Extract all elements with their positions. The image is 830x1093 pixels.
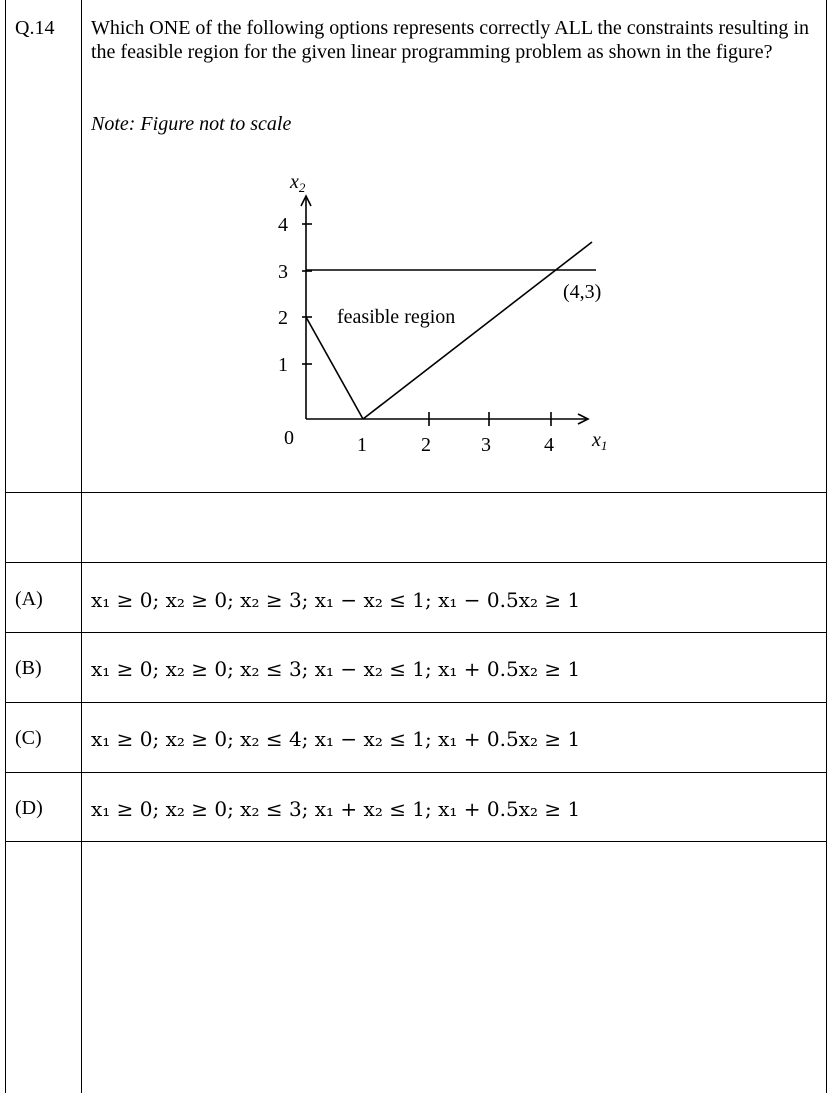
option-a-label: (A) (15, 588, 43, 610)
y-axis-label: $x_2$ (290, 171, 306, 195)
y-tick-label: 1 (278, 354, 288, 376)
option-d-label: (D) (15, 797, 43, 819)
y-tick-label: 2 (278, 307, 288, 329)
option-a-text: x₁ ≥ 0; x₂ ≥ 0; x₂ ≥ 3; x₁ − x₂ ≤ 1; x₁ − 0.5x₂ ≥ 1 (91, 588, 581, 612)
x-tick-label: 1 (357, 434, 367, 456)
row-divider (5, 632, 827, 633)
feasible-region-label: feasible region (337, 306, 456, 328)
row-divider (5, 841, 827, 842)
x-tick-label: 4 (544, 434, 554, 456)
x-axis-label: $x_1$ (592, 429, 608, 453)
option-d-text: x₁ ≥ 0; x₂ ≥ 0; x₂ ≤ 3; x₁ + x₂ ≤ 1; x₁ + 0.5x₂ ≥ 1 (91, 797, 581, 821)
option-c-text: x₁ ≥ 0; x₂ ≥ 0; x₂ ≤ 4; x₁ − x₂ ≤ 1; x₁ + 0.5x₂ ≥ 1 (91, 727, 581, 751)
option-c-label: (C) (15, 727, 42, 749)
figure-note: Note: Figure not to scale (91, 113, 292, 135)
y-tick-label: 4 (278, 214, 288, 236)
constraint-line-x1-minus-x2 (363, 242, 592, 419)
constraint-line-x1-plus-half-x2 (306, 317, 363, 419)
x-tick-label: 3 (481, 434, 491, 456)
question-number: Q.14 (15, 17, 55, 39)
row-divider (5, 562, 827, 563)
lp-figure (260, 160, 620, 460)
option-b-label: (B) (15, 657, 42, 679)
question-stem: Which ONE of the following options represents correctly ALL the constraints resulting in the feasible region for the given linear programming problem as shown in the figure? (91, 17, 809, 63)
corner-point-label: (4,3) (563, 281, 602, 303)
origin-label: 0 (284, 427, 294, 449)
column-divider (81, 0, 82, 1093)
row-divider (5, 702, 827, 703)
row-divider (5, 492, 827, 493)
x-tick-label: 2 (421, 434, 431, 456)
row-divider (5, 772, 827, 773)
y-tick-label: 3 (278, 261, 288, 283)
option-b-text: x₁ ≥ 0; x₂ ≥ 0; x₂ ≤ 3; x₁ − x₂ ≤ 1; x₁ + 0.5x₂ ≥ 1 (91, 657, 581, 681)
